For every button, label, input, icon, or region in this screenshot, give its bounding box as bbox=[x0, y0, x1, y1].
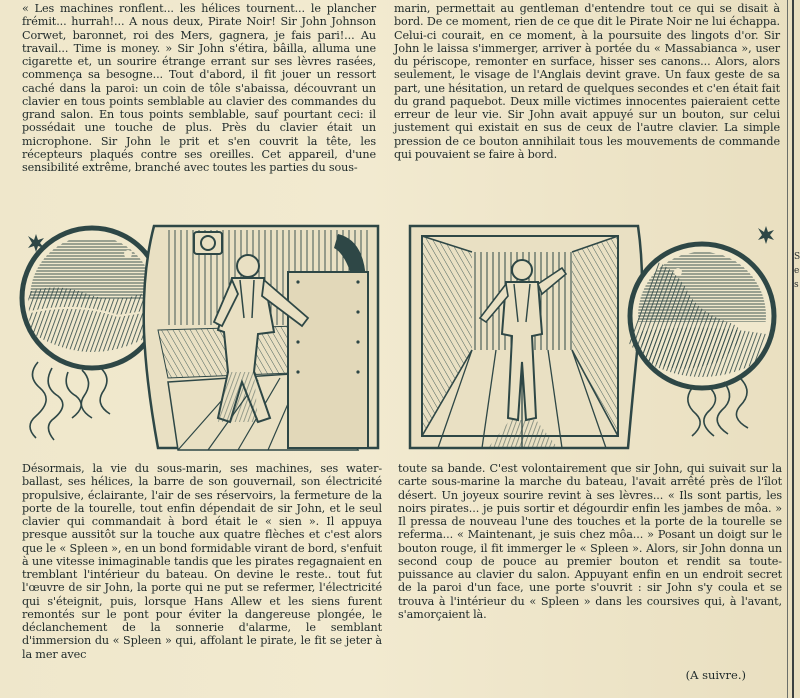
paragraph-bottom-left: Désormais, la vie du sous-marin, ses machines, ses water-ballast, ses hélices, la barre de son gouvernail, son électricité propulsive, éclairante, l'air de ses réservoirs, la fermeture de la porte de la tourelle, tout enfin dépendait de sir John, et le seul clavier qui commandait à bord était le « sien ». Il appuya presque aussitôt sur la touche aux quatre flèches et c'est alors que le « Spleen », en un bond formidable virant de bord, s'enfuit à une vitesse inimaginable tandis que les pirates regagnaient en tremblant l'intérieur du bateau. On devine le reste.. tout fut l'œuvre de sir John, la porte qui ne put se refermer, l'électricité qui s'éteignit, puis, lorsque Hans Allew et les siens furent remontés sur le pont pour éviter la dangereuse plongée, le déclanchement de la sonnerie d'alarme, le semblant d'immersion du « Spleen » qui, affolant le pirate, le fit se jeter à la mer avec bbox=[22, 462, 382, 661]
right-corridor-scene bbox=[410, 226, 642, 448]
paragraph-bottom-right: toute sa bande. C'est volontairement que sir John, qui suivait sur la carte sous-marine la marche du bateau, l'avait arrêté près de l'îlot désert. Un joyeux sourire revint à ses lèvres... « Ils sont partis, les noirs pirates... je puis sortir et dégourdir enfin les jambes de môa. » Il pressa de nouveau l'une des touches et la porte de la tourelle se referma... « Maintenant, je suis chez môa... » Posant un doigt sur le bouton rouge, il fit immerger le « Spleen ». Alors, sir John donna un second coup de pouce au premier bouton et rendit sa toute-puissance au clavier du salon. Appuyant enfin en un endroit secret de la paroi d'un face, une porte s'ouvrit : sir John s'y coula et se trouva à l'intérieur du « Spleen » dans les coursives qui, à l'avant, s'amorçaient là. bbox=[398, 462, 782, 621]
left-engine-room-scene bbox=[144, 226, 378, 450]
column-divider-bold bbox=[792, 0, 794, 698]
star-ornament bbox=[758, 226, 774, 244]
illustration-band bbox=[18, 222, 778, 458]
column-top-left bbox=[22, 2, 376, 174]
adjacent-column-fragment: S e s bbox=[794, 252, 800, 290]
column-top-right bbox=[394, 2, 780, 161]
column-divider bbox=[787, 0, 788, 698]
column-bottom-right bbox=[398, 462, 782, 621]
left-seaweed bbox=[30, 362, 110, 440]
paragraph-top-right: marin, permettait au gentleman d'entendre tout ce qui se disait à bord. De ce moment, rien de ce que dit le Pirate Noir ne lui échappa. Celui-ci courait, en ce moment, à la poursuite des lingots d'or. Sir John le laissa s'immerger, arriver à portée du « Massabianca », user du périscope, remonter en surface, hisser ses canons... Alors, alors seulement, le visage de l'Anglais devint grave. Un faux geste de sa part, une hésitation, un retard de quelques secondes et c'en était fait du grand paquebot. Deux mille victimes innocentes paieraient cette erreur de leur vie. Sir John avait appuyé sur un bouton, sur celui justement qui existait en sus de ceux de l'autre clavier. La simple pression de ce bouton annihilait tous les mouvements de commande qui pouvaient se faire à bord. bbox=[394, 2, 780, 161]
paragraph-top-left: « Les machines ronflent... les hélices tournent... le plancher frémit... hurrah!... A nous deux, Pirate Noir! Sir John Johnson Corwet, baronnet, roi des Mers, gagnera, je fais pari!... Au travail... Time is money. » Sir John s'étira, bâilla, alluma une cigarette et, un sourire étrange errant sur ses lèvres rasées, commença sa besogne... Tout d'abord, il fit jouer un ressort caché dans la paroi: un coin de tôle s'abaissa, découvrant un clavier en tous points semblable au clavier des commandes du grand salon. En tous points semblable, sauf pourtant ceci: il possédait une touche de plus. Près du clavier était un microphone. Sir John le prit et s'en couvrit la tête, les récepteurs plaqués contre ses oreilles. Cet appareil, d'une sensibilité extrême, branché avec toutes les parties du sous- bbox=[22, 2, 376, 174]
left-sea-medallion bbox=[22, 228, 162, 368]
to-be-continued: (A suivre.) bbox=[685, 668, 746, 682]
right-sea-medallion bbox=[628, 244, 774, 388]
column-bottom-left bbox=[22, 462, 382, 661]
